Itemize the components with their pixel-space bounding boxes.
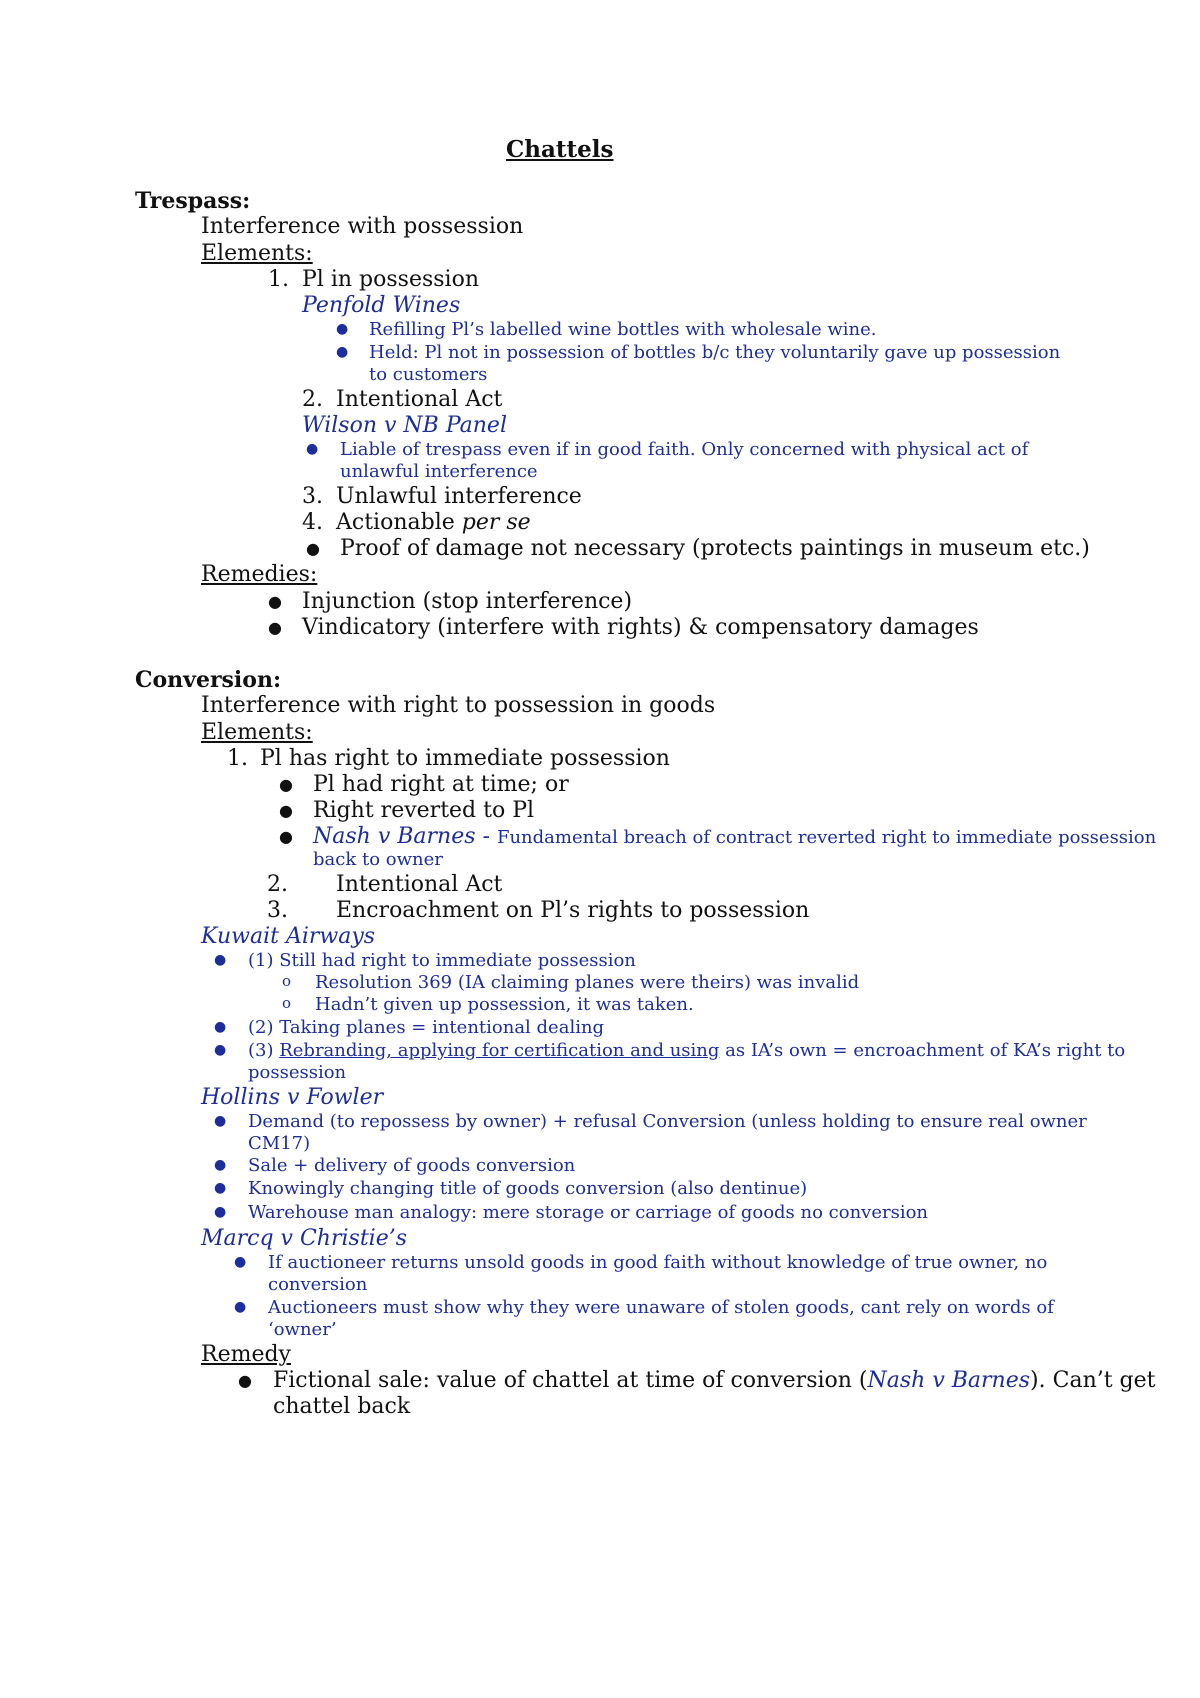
trespass-definition: Interference with possession bbox=[201, 214, 524, 239]
bullet-icon: ● bbox=[279, 775, 293, 794]
conversion-definition: Interference with right to possession in goods bbox=[201, 693, 716, 718]
conversion-heading: Conversion: bbox=[135, 667, 282, 693]
kuwait-point-2: (2) Taking planes = intentional dealing bbox=[248, 1017, 605, 1038]
case-name-wilson: Wilson v NB Panel bbox=[302, 413, 507, 438]
trespass-remedy-2: Vindicatory (interfere with rights) & compensatory damages bbox=[302, 615, 979, 640]
conversion-remedy-line2: chattel back bbox=[273, 1394, 411, 1419]
conversion-element-1-bullet-1: Pl had right at time; or bbox=[313, 772, 569, 797]
nash-text-line2: back to owner bbox=[313, 849, 443, 870]
element-number: 2. bbox=[302, 387, 323, 412]
kuwait-point-3-rest: as IA’s own = encroachment of KA’s right to bbox=[719, 1040, 1126, 1061]
bullet-icon: ● bbox=[306, 539, 320, 558]
circle-bullet-icon: o bbox=[282, 994, 292, 1012]
wilson-point-line1: Liable of trespass even if in good faith. Only concerned with physical act of bbox=[340, 439, 1029, 460]
marcq-point-2-line1: Auctioneers must show why they were unaware of stolen goods, cant rely on words of bbox=[268, 1297, 1054, 1318]
trespass-heading: Trespass: bbox=[135, 188, 251, 214]
nash-bullet bbox=[313, 826, 1156, 848]
circle-bullet-icon: o bbox=[282, 972, 292, 990]
case-name-kuwait: Kuwait Airways bbox=[201, 924, 376, 949]
kuwait-point-3-line2: possession bbox=[248, 1062, 347, 1083]
kuwait-subpoint-2: Hadn’t given up possession, it was taken. bbox=[315, 994, 694, 1015]
marcq-point-2-line2: ‘owner’ bbox=[268, 1319, 337, 1340]
marcq-point-1-line1: If auctioneer returns unsold goods in good faith without knowledge of true owner, no bbox=[268, 1252, 1048, 1273]
trespass-element-3: Unlawful interference bbox=[336, 484, 582, 509]
trespass-element-2: Intentional Act bbox=[336, 387, 503, 412]
kuwait-point-3-prefix: (3) bbox=[248, 1040, 280, 1061]
element-4-text: Actionable bbox=[336, 510, 462, 535]
bullet-icon: ● bbox=[214, 1113, 227, 1129]
remedy-case-name: Nash v Barnes bbox=[867, 1368, 1031, 1393]
element-4-italic: per se bbox=[461, 510, 531, 535]
conversion-element-2: Intentional Act bbox=[336, 872, 503, 897]
remedy-text-pre: Fictional sale: value of chattel at time of conversion ( bbox=[273, 1368, 868, 1393]
hollins-point-2: Sale + delivery of goods conversion bbox=[248, 1155, 576, 1176]
element-number: 3. bbox=[302, 484, 323, 509]
bullet-icon: ● bbox=[336, 344, 349, 360]
conversion-element-3: Encroachment on Pl’s rights to possession bbox=[336, 898, 810, 923]
bullet-icon: ● bbox=[214, 1204, 227, 1220]
bullet-icon: ● bbox=[279, 801, 293, 820]
conversion-remedy-label: Remedy bbox=[201, 1342, 291, 1367]
conversion-remedy-line1 bbox=[273, 1370, 1156, 1392]
case-name-penfold: Penfold Wines bbox=[302, 293, 461, 318]
element-number: 3. bbox=[267, 898, 288, 923]
bullet-icon: ● bbox=[336, 321, 349, 337]
hollins-point-1-line2: CM17) bbox=[248, 1133, 311, 1154]
bullet-icon: ● bbox=[306, 441, 319, 457]
trespass-elements-label: Elements: bbox=[201, 241, 313, 266]
hollins-point-1-line1: Demand (to repossess by owner) + refusal Conversion (unless holding to ensure real owner bbox=[248, 1111, 1087, 1132]
wilson-point-line2: unlawful interference bbox=[340, 461, 538, 482]
kuwait-point-3-underlined: Rebranding, applying for certification and using bbox=[279, 1040, 720, 1061]
bullet-icon: ● bbox=[214, 952, 227, 968]
bullet-icon: ● bbox=[214, 1019, 227, 1035]
conversion-elements-label: Elements: bbox=[201, 720, 313, 745]
case-name-hollins: Hollins v Fowler bbox=[201, 1085, 384, 1110]
bullet-icon: ● bbox=[214, 1180, 227, 1196]
element-number: 1. bbox=[268, 267, 289, 292]
case-name-nash: Nash v Barnes bbox=[313, 824, 476, 849]
nash-separator: - bbox=[475, 824, 497, 849]
bullet-icon: ● bbox=[214, 1157, 227, 1173]
conversion-element-1: Pl has right to immediate possession bbox=[260, 746, 670, 771]
case-name-marcq: Marcq v Christie’s bbox=[201, 1226, 408, 1251]
penfold-point-2-line2: to customers bbox=[369, 364, 488, 385]
conversion-element-1-bullet-2: Right reverted to Pl bbox=[313, 798, 535, 823]
element-number: 4. bbox=[302, 510, 323, 535]
nash-text-line1: Fundamental breach of contract reverted right to immediate possession bbox=[496, 827, 1157, 848]
trespass-element-4-bullet: Proof of damage not necessary (protects paintings in museum etc.) bbox=[340, 536, 1090, 561]
kuwait-point-1: (1) Still had right to immediate possession bbox=[248, 950, 636, 971]
trespass-element-4 bbox=[336, 512, 531, 534]
element-number: 2. bbox=[267, 872, 288, 897]
bullet-icon: ● bbox=[238, 1371, 252, 1390]
kuwait-point-3-line1 bbox=[248, 1042, 1125, 1060]
page-title: Chattels bbox=[506, 136, 614, 163]
kuwait-subpoint-1: Resolution 369 (IA claiming planes were theirs) was invalid bbox=[315, 972, 860, 993]
remedy-text-post: ). Can’t get bbox=[1030, 1368, 1156, 1393]
bullet-icon: ● bbox=[214, 1042, 227, 1058]
marcq-point-1-line2: conversion bbox=[268, 1274, 368, 1295]
bullet-icon: ● bbox=[268, 592, 282, 611]
hollins-point-4: Warehouse man analogy: mere storage or carriage of goods no conversion bbox=[248, 1202, 929, 1223]
hollins-point-3: Knowingly changing title of goods conversion (also dentinue) bbox=[248, 1178, 808, 1199]
element-number: 1. bbox=[227, 746, 248, 771]
penfold-point-1: Refilling Pl’s labelled wine bottles with wholesale wine. bbox=[369, 319, 877, 340]
trespass-element-1: Pl in possession bbox=[302, 267, 479, 292]
bullet-icon: ● bbox=[234, 1254, 247, 1270]
trespass-remedy-1: Injunction (stop interference) bbox=[302, 589, 633, 614]
bullet-icon: ● bbox=[279, 827, 293, 846]
bullet-icon: ● bbox=[234, 1299, 247, 1315]
penfold-point-2-line1: Held: Pl not in possession of bottles b/c they voluntarily gave up possession bbox=[369, 342, 1061, 363]
bullet-icon: ● bbox=[268, 618, 282, 637]
trespass-remedies-label: Remedies: bbox=[201, 562, 318, 587]
